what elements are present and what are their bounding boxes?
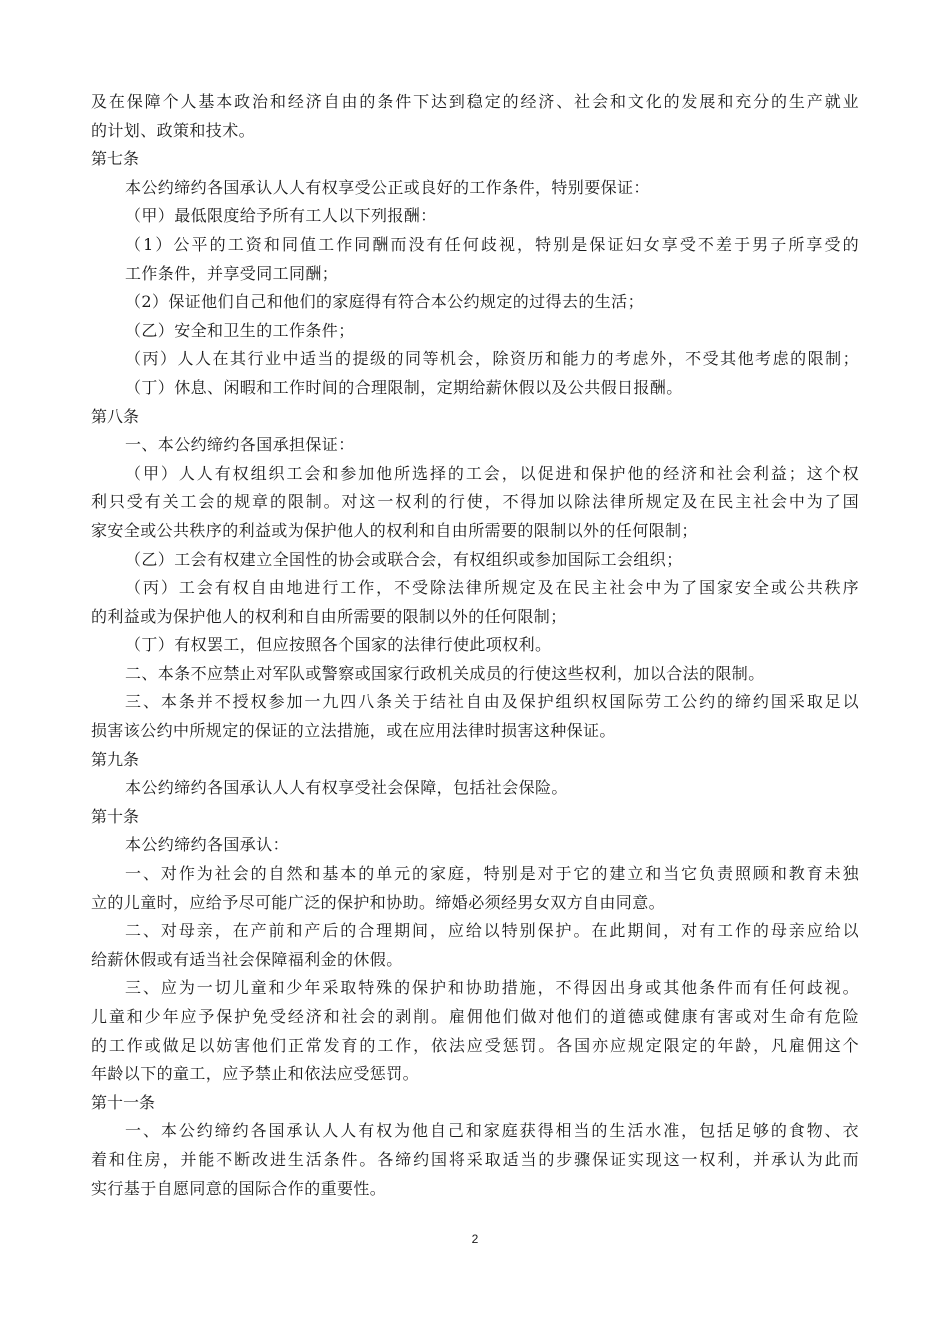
text-line: 给薪休假或有适当社会保障福利金的休假。 (91, 949, 403, 969)
text-line: 着和住房，并能不断改进生活条件。各缔约国将采取适当的步骤保证实现这一权利，并承认为此而 (91, 1149, 859, 1169)
text-line: （甲）人人有权组织工会和参加他所选择的工会，以促进和保护他的经济和社会利益；这个权 (125, 463, 859, 483)
text-line: 本公约缔约各国承认人人有权享受社会保障，包括社会保险。 (125, 778, 568, 798)
page-number: 2 (471, 1232, 479, 1246)
text-line: （丙）人人在其行业中适当的提级的同等机会，除资历和能力的考虑外，不受其他考虑的限制； (125, 349, 859, 369)
text-line: 家安全或公共秩序的利益或为保护他人的权利和自由所需要的限制以外的任何限制； (91, 520, 698, 540)
article-heading: 第八条 (91, 406, 140, 426)
text-line: （乙）安全和卫生的工作条件； (125, 320, 355, 340)
text-line: 一、本公约缔约各国承认人人有权为他自己和家庭获得相当的生活水准，包括足够的食物、衣 (125, 1121, 859, 1141)
text-line: 本公约缔约各国承认： (125, 835, 290, 855)
text-line: 一、对作为社会的自然和基本的单元的家庭，特别是对于它的建立和当它负责照顾和教育未独 (125, 864, 859, 884)
text-line: 及在保障个人基本政治和经济自由的条件下达到稳定的经济、社会和文化的发展和充分的生产就业 (91, 92, 859, 111)
text-line: 年龄以下的童工，应予禁止和依法应受惩罚。 (91, 1064, 420, 1084)
text-line: 三、本条并不授权参加一九四八条关于结社自由及保护组织权国际劳工公约的缔约国采取足以 (125, 692, 859, 712)
text-line: 儿童和少年应予保护免受经济和社会的剥削。雇佣他们做对他们的道德或健康有害或对生命有危险 (91, 1007, 859, 1026)
article-heading: 第七条 (91, 149, 140, 169)
text-line: 三、应为一切儿童和少年采取特殊的保护和协助措施，不得因出身或其他条件而有任何歧视。 (125, 978, 859, 998)
document-body (91, 88, 859, 1203)
text-line: 的工作或做足以妨害他们正常发育的工作，依法应受惩罚。各国亦应规定限定的年龄，凡雇佣这个 (91, 1035, 859, 1055)
text-line: 实行基于自愿同意的国际合作的重要性。 (91, 1178, 387, 1198)
text-line: （甲）最低限度给予所有工人以下列报酬： (125, 206, 437, 226)
text-line: 利只受有关工会的规章的限制。对这一权利的行使，不得加以除法律所规定及在民主社会中为了国 (91, 492, 859, 512)
text-line: 二、对母亲，在产前和产后的合理期间，应给以特别保护。在此期间，对有工作的母亲应给以 (125, 921, 859, 941)
text-line: （丙）工会有权自由地进行工作，不受除法律所规定及在民主社会中为了国家安全或公共秩序 (125, 578, 859, 598)
text-line: （2）保证他们自己和他们的家庭得有符合本公约规定的过得去的生活； (125, 292, 644, 312)
text-line: （1）公平的工资和同值工作同酬而没有任何歧视，特别是保证妇女享受不差于男子所享受的 (125, 234, 859, 254)
text-line: 损害该公约中所规定的保证的立法措施，或在应用法律时损害这种保证。 (91, 721, 616, 741)
text-line: （乙）工会有权建立全国性的协会或联合会，有权组织或参加国际工会组织； (125, 549, 683, 569)
text-line: 本公约缔约各国承认人人有权享受公正或良好的工作条件，特别要保证： (125, 177, 650, 197)
article-heading: 第十条 (91, 806, 140, 826)
text-line: 工作条件，并享受同工同酬； (125, 263, 339, 283)
article-heading: 第九条 (91, 749, 140, 769)
article-heading: 第十一条 (91, 1092, 156, 1112)
text-line: 的利益或为保护他人的权利和自由所需要的限制以外的任何限制； (91, 606, 567, 626)
text-line: 一、本公约缔约各国承担保证： (125, 435, 355, 455)
text-line: 的计划、政策和技术。 (91, 120, 256, 140)
text-line: （丁）有权罢工，但应按照各个国家的法律行使此项权利。 (125, 635, 552, 655)
text-line: 立的儿童时，应给予尽可能广泛的保护和协助。缔婚必须经男女双方自由同意。 (91, 892, 666, 912)
text-line: （丁）休息、闲暇和工作时间的合理限制，定期给薪休假以及公共假日报酬。 (125, 377, 683, 397)
text-line: 二、本条不应禁止对军队或警察或国家行政机关成员的行使这些权利，加以合法的限制。 (125, 663, 765, 683)
